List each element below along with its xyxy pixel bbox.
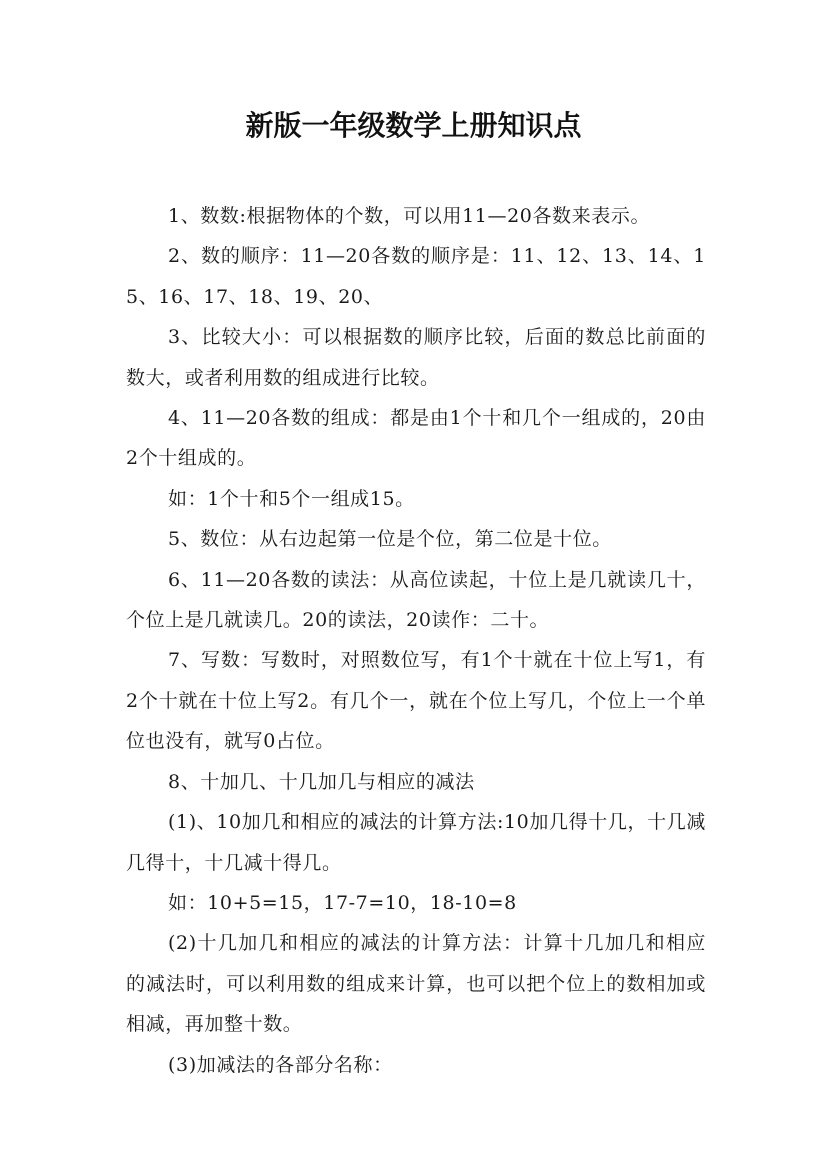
paragraph-reading-numbers: 6、11—20各数的读法：从高位读起，十位上是几就读几十，个位上是几就读几。20的读法，20读作：二十。 <box>126 568 706 632</box>
paragraph-teens-plus-method: (2)十几加几和相应的减法的计算方法：计算十几加几和相应的减法时，可以利用数的组成来计算，也可以把个位上的数相加或相减，再加整十数。 <box>126 932 706 1036</box>
paragraph-compare-size: 3、比较大小：可以根据数的顺序比较，后面的数总比前面的数大，或者利用数的组成进行比较。 <box>126 326 706 389</box>
paragraph-writing-numbers: 7、写数：写数时，对照数位写，有1个十就在十位上写1，有2个十就在十位上写2。有几个一，就在个位上写几，个位上一个单位也没有，就写0占位。 <box>126 649 706 753</box>
paragraph-ten-plus-method: (1)、10加几和相应的减法的计算方法:10加几得十几，十几减几得十，十几减十得几。 <box>126 811 706 874</box>
document-body <box>126 196 706 1085</box>
paragraph-place-value: 5、数位：从右边起第一位是个位，第二位是十位。 <box>168 528 612 551</box>
document-title: 新版一年级数学上册知识点 <box>245 109 582 142</box>
paragraph-ten-plus-example: 如：10+5=15，17-7=10，18-10=8 <box>168 891 517 914</box>
paragraph-counting: 1、数数:根据物体的个数，可以用11—20各数来表示。 <box>168 205 651 227</box>
paragraph-number-order: 2、数的顺序：11—20各数的顺序是：11、12、13、14、15、16、17、18、19、20、 <box>126 245 706 308</box>
paragraph-number-composition: 4、11—20各数的组成：都是由1个十和几个一组成的，20由2个十组成的。 <box>126 407 706 470</box>
paragraph-operation-part-names: (3)加减法的各部分名称： <box>168 1053 393 1076</box>
paragraph-composition-example: 如：1个十和5个一组成15。 <box>168 487 415 510</box>
paragraph-addition-subtraction-heading: 8、十加几、十几加几与相应的减法 <box>168 770 475 793</box>
